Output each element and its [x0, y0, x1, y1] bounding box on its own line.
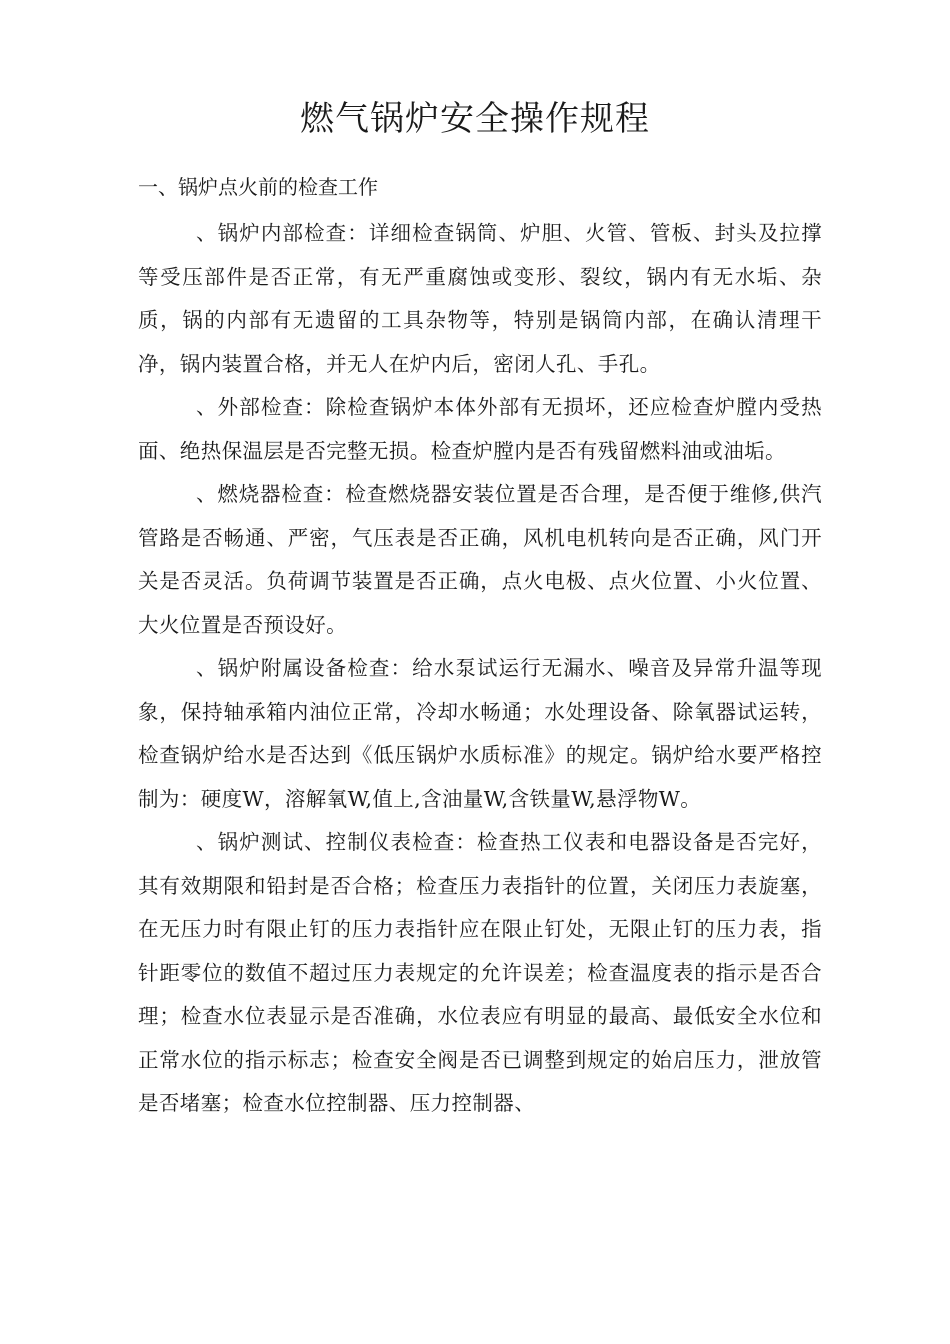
paragraph-instrument-inspection: 、锅炉测试、控制仪表检查：检查热工仪表和电器设备是否完好，其有效期限和铅封是否合格；检查压力表指针的位置，关闭压力表旋塞，在无压力时有限止钉的压力表指针应在限止钉处，无限止钉的压力表，指针距零位的数值不超过压力表规定的允许误差；检查温度表的指示是否合理；检查水位表显示是否准确，水位表应有明显的最高、最低安全水位和正常水位的指示标志；检查安全阀是否已调整到规定的始启压力，泄放管是否堵塞；检查水位控制器、压力控制器、: [138, 830, 822, 1115]
paragraph-external-inspection: 、外部检查：除检查锅炉本体外部有无损坏，还应检查炉膛内受热面、绝热保温层是否完整无损。检查炉膛内是否有残留燃料油或油垢。: [138, 395, 822, 463]
paragraph-internal-inspection: 、锅炉内部检查：详细检查锅筒、炉胆、火管、管板、封头及拉撑等受压部件是否正常，有无严重腐蚀或变形、裂纹，锅内有无水垢、杂质，锅的内部有无遗留的工具杂物等，特别是锅筒内部，在确认清理干净，锅内装置合格，并无人在炉内后，密闭人孔、手孔。: [138, 221, 822, 376]
document-title: 燃气锅炉安全操作规程: [300, 99, 650, 139]
paragraph-burner-inspection: 、燃烧器检查：检查燃烧器安装位置是否合理，是否便于维修,供汽管路是否畅通、严密，气压表是否正确，风机电机转向是否正确，风门开关是否灵活。负荷调节装置是否正确，点火电极、点火位置、小火位置、大火位置是否预设好。: [138, 482, 822, 637]
document-body: [138, 212, 822, 1126]
paragraph-auxiliary-equipment-inspection: 、锅炉附属设备检查：给水泵试运行无漏水、噪音及异常升温等现象，保持轴承箱内油位正常，冷却水畅通；水处理设备、除氧器试运转，检查锅炉给水是否达到《低压锅炉水质标准》的规定。锅炉给水要严格控制为：硬度W，溶解氧W,值上,含油量W,含铁量W,悬浮物W。: [138, 656, 822, 811]
section-heading: 一、锅炉点火前的检查工作: [138, 175, 378, 199]
